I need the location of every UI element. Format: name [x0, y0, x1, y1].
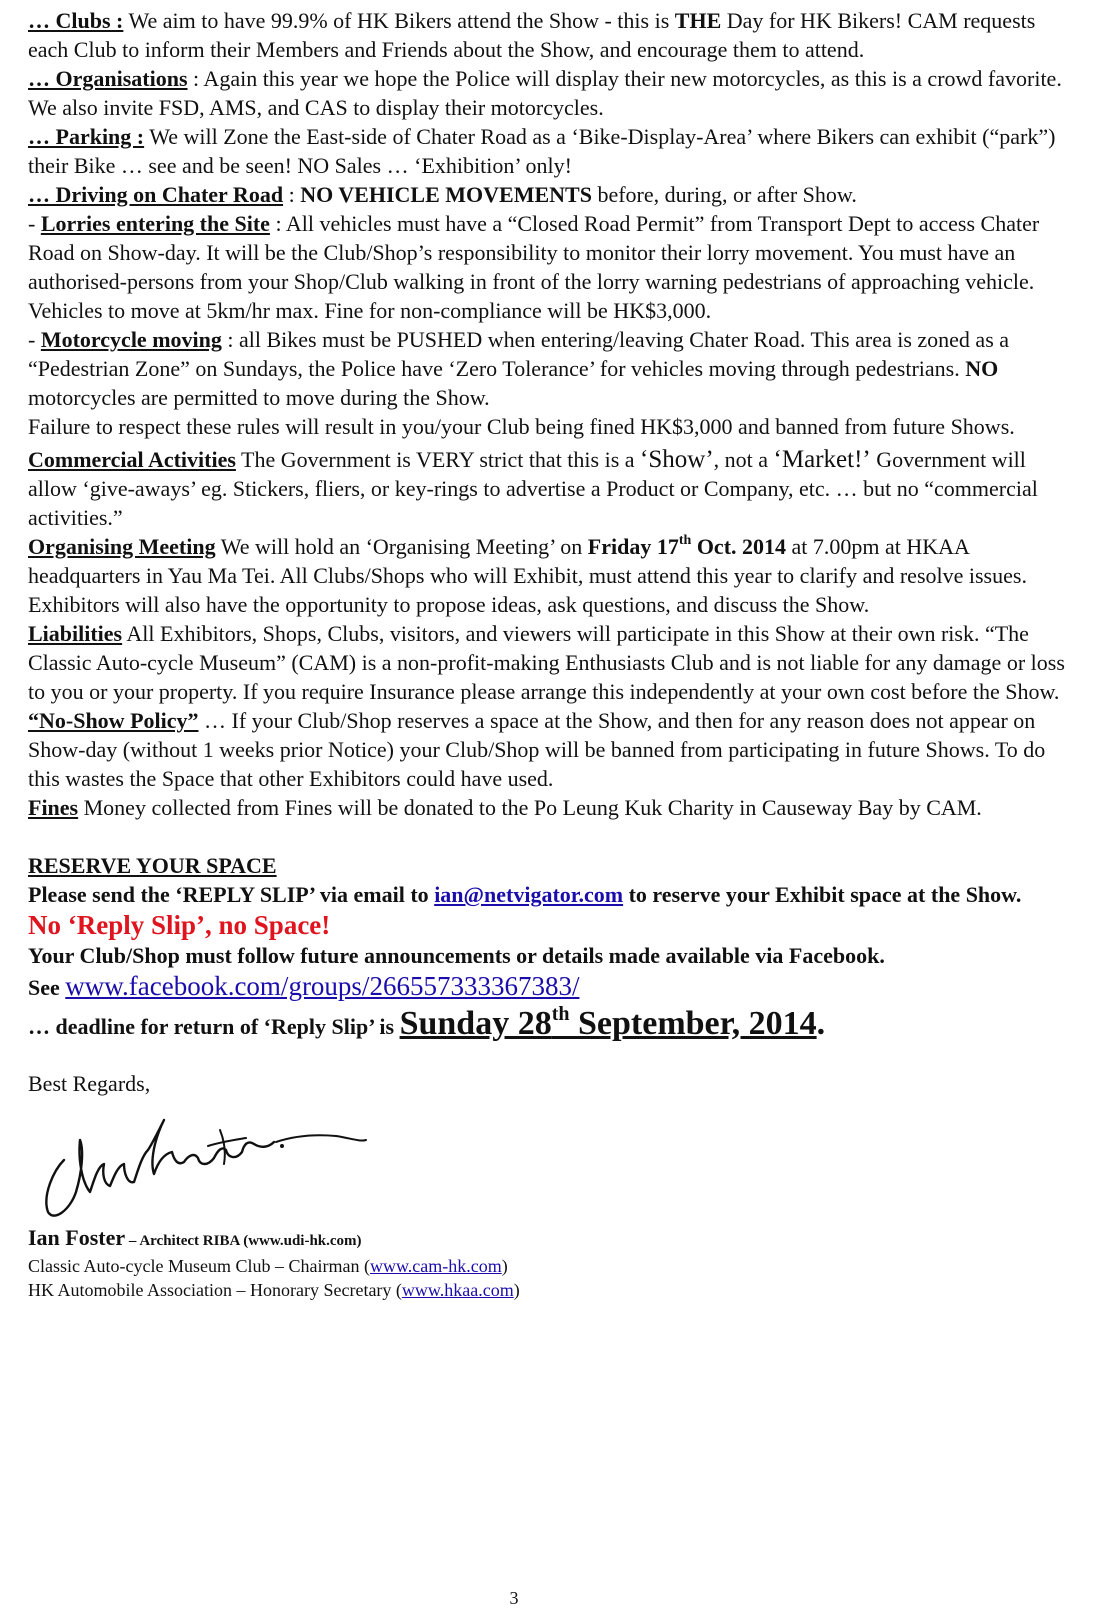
- hkaa-end: ): [513, 1280, 520, 1300]
- signatory-role: – Architect RIBA (www.udi-hk.com): [125, 1233, 362, 1249]
- email-link[interactable]: ian@netvigator.com: [434, 882, 624, 907]
- organisations-label: … Organisations: [28, 66, 188, 91]
- deadline-line: [28, 1004, 1078, 1047]
- document-page: [28, 6, 1078, 1302]
- reserve-title: RESERVE YOUR SPACE: [28, 853, 277, 878]
- organisations-paragraph: [28, 64, 1078, 122]
- noshow-paragraph: [28, 706, 1078, 793]
- lorries-text: : All vehicles must have a “Closed Road Permit” from Transport Dept to access Chater Road on Show-day. It will be the Club/Shop’s responsibility to monitor their lorry movement. You must have an authorised-persons from your Shop/Club walking in front of the lorry warning pedestrians of approaching vehicle. Vehicles to move at 5km/hr max. Fine for non-compliance will be HK$3,000.: [28, 211, 1040, 323]
- follow-facebook-text: Your Club/Shop must follow future announcements or details made available via Facebook.: [28, 943, 885, 968]
- organisations-text: : Again this year we hope the Police will display their new motorcycles, as this is a crowd favorite. We also invite FSD, AMS, and CAS to display their motorcycles.: [28, 66, 1062, 120]
- commercial-text-2: , not a: [713, 447, 774, 472]
- driving-label: … Driving on Chater Road: [28, 182, 284, 207]
- cam-link[interactable]: www.cam-hk.com: [369, 1256, 502, 1276]
- reserve-text-1: Please send the ‘REPLY SLIP’ via email to: [28, 882, 435, 907]
- commercial-text-1: The Government is VERY strict that this is a: [235, 447, 641, 472]
- parking-text: We will Zone the East-side of Chater Road as a ‘Bike-Display-Area’ where Bikers can exhibit (“park”) their Bike … see and be seen! NO Sales … ‘Exhibition’ only!: [28, 124, 1056, 178]
- fines-paragraph: [28, 793, 1078, 822]
- commercial-text-3: Government will allow ‘give-aways’ eg. Stickers, fliers, or key-rings to advertise a Product or Company, etc. … but no “commercial activities.”: [28, 447, 1038, 530]
- see-label: See: [28, 975, 66, 1000]
- hkaa-line: [28, 1278, 1078, 1302]
- failure-paragraph: Failure to respect these rules will result in you/your Club being fined HK$3,000 and banned from future Shows.: [28, 414, 1015, 439]
- liabilities-paragraph: [28, 619, 1078, 706]
- signatory-line: [28, 1225, 1078, 1254]
- reserve-instructions: [28, 880, 1078, 909]
- deadline-period: .: [816, 1005, 826, 1042]
- clubs-label: … Clubs :: [28, 8, 124, 33]
- spacer: [28, 822, 1078, 851]
- driving-paragraph: [28, 180, 1078, 209]
- signatory-name: Ian Foster: [28, 1225, 126, 1250]
- reserve-text-2: to reserve your Exhibit space at the Show.: [623, 882, 1022, 907]
- no-slip-warning: No ‘Reply Slip’, no Space!: [28, 910, 331, 940]
- facebook-link[interactable]: www.facebook.com/groups/266557333367383/: [65, 971, 580, 1001]
- fines-text: Money collected from Fines will be donated to the Po Leung Kuk Charity in Causeway Bay by CAM.: [78, 795, 982, 820]
- driving-text-2: before, during, or after Show.: [591, 182, 857, 207]
- deadline-text: … deadline for return of ‘Reply Slip’ is: [28, 1014, 400, 1039]
- driving-text-1: :: [283, 182, 301, 207]
- cam-line: [28, 1254, 1078, 1278]
- moving-label: Motorcycle moving: [40, 327, 222, 352]
- moving-prefix: -: [28, 327, 41, 352]
- parking-label: … Parking :: [28, 124, 145, 149]
- noshow-label: “No-Show Policy”: [28, 708, 199, 733]
- moving-text-1: : all Bikes must be PUSHED when entering/leaving Chater Road. This area is zoned as a “Pedestrian Zone” on Sundays, the Police have ‘Zero Tolerance’ for vehicles moving through pedestrians.: [28, 327, 1010, 381]
- noshow-text: … If your Club/Shop reserves a space at the Show, and then for any reason does not appear on Show-day (without 1 weeks prior Notice) your Club/Shop will be banned from participating in future Shows. To do this wastes the Space that other Exhibitors could have used.: [28, 708, 1046, 791]
- hkaa-link[interactable]: www.hkaa.com: [401, 1280, 514, 1300]
- best-regards: Best Regards,: [28, 1071, 151, 1096]
- commercial-market-word: ‘Market!’: [773, 446, 871, 473]
- fines-label: Fines: [28, 795, 79, 820]
- deadline-date: Sunday 28th September, 2014: [399, 1002, 817, 1042]
- meeting-text-1: We will hold an ‘Organising Meeting’ on: [215, 534, 588, 559]
- lorries-label: Lorries entering the Site: [40, 211, 270, 236]
- commercial-label: Commercial Activities: [28, 447, 236, 472]
- hkaa-text: HK Automobile Association – Honorary Secretary (: [28, 1280, 402, 1300]
- clubs-text-2: Day for HK Bikers! CAM requests each Club to inform their Members and Friends about the Show, and encourage them to attend.: [28, 8, 1036, 62]
- lorries-prefix: -: [28, 211, 41, 236]
- page-number: 3: [509, 1588, 519, 1608]
- meeting-date: Friday 17th Oct. 2014: [587, 532, 787, 559]
- commercial-show-word: ‘Show’: [640, 446, 714, 473]
- clubs-bold: THE: [674, 8, 722, 33]
- signature-image: [24, 1100, 384, 1225]
- moving-text-2: motorcycles are permitted to move during the Show.: [28, 385, 490, 410]
- commercial-paragraph: [28, 445, 1078, 532]
- lorries-paragraph: [28, 209, 1078, 325]
- driving-bold: NO VEHICLE MOVEMENTS: [300, 182, 592, 207]
- cam-text: Classic Auto-cycle Museum Club – Chairman (: [28, 1256, 370, 1276]
- moving-paragraph: [28, 325, 1078, 412]
- moving-bold: NO: [965, 356, 999, 381]
- facebook-line: [28, 970, 1078, 1004]
- parking-paragraph: [28, 122, 1078, 180]
- clubs-paragraph: [28, 6, 1078, 64]
- liabilities-label: Liabilities: [28, 621, 123, 646]
- clubs-text-1: We aim to have 99.9% of HK Bikers attend the Show - this is: [123, 8, 675, 33]
- meeting-text-2: at 7.00pm at HKAA headquarters in Yau Ma Tei. All Clubs/Shops who will Exhibit, must attend this year to clarify and resolve issues. Exhibitors will also have the opportunity to propose ideas, ask questions, and discuss the Show.: [28, 534, 1027, 617]
- meeting-label: Organising Meeting: [28, 534, 216, 559]
- liabilities-text: All Exhibitors, Shops, Clubs, visitors, and viewers will participate in this Show at their own risk. “The Classic Auto-cycle Museum” (CAM) is a non-profit-making Enthusiasts Club and is not liable for any damage or loss to you or your property. If you require Insurance please arrange this independently at your own cost before the Show.: [28, 621, 1065, 704]
- meeting-paragraph: [28, 532, 1078, 619]
- cam-end: ): [501, 1256, 508, 1276]
